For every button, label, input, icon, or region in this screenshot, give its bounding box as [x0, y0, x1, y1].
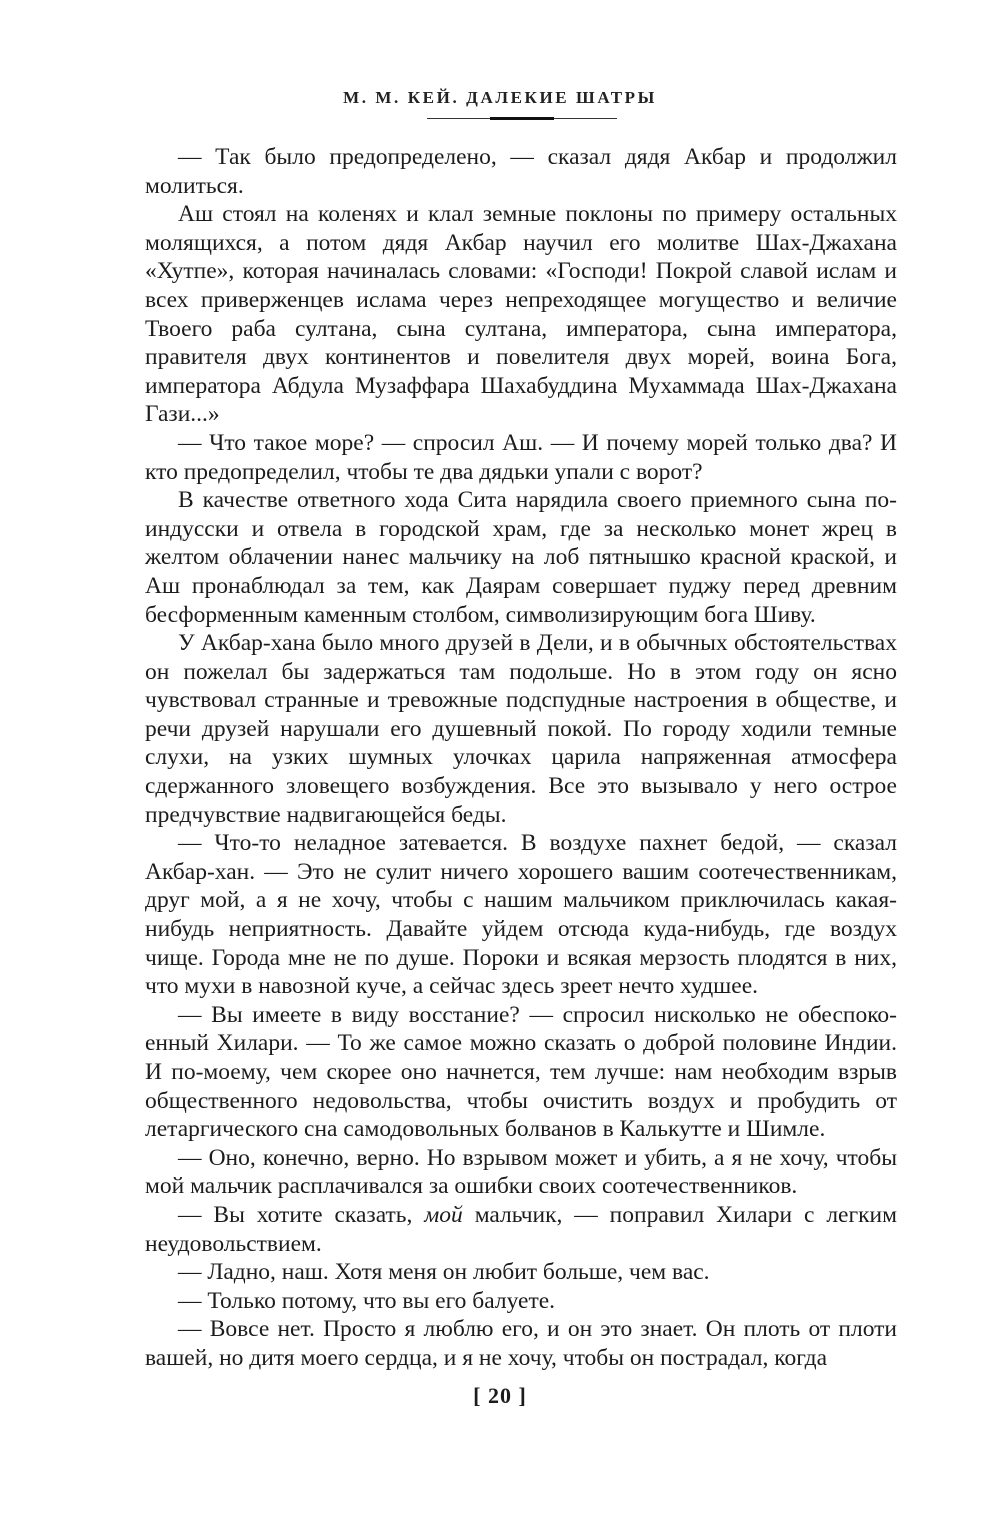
- header-divider-accent: [490, 117, 554, 120]
- paragraph: — Вы имеете в виду восстание? — спросил нисколько не обеспокоенный Хилари. — То же самое можно сказать о доброй половине Индии. И по-моему, чем скорее оно начнется, тем лучше: нам необходим взрыв общественного недовольства, чтобы очистить воздух и пробудить от летаргического сна самодовольных болванов в Калькутте и Шимле.: [145, 1001, 897, 1143]
- paragraph: — Ладно, наш. Хотя меня он любит больше, чем вас.: [178, 1259, 710, 1286]
- paragraph-text: — Вы хотите сказать,: [178, 1201, 425, 1228]
- paragraph: — Что такое море? — спросил Аш. — И почему морей только два? И кто предопределил, чтобы те два дядьки упали с ворот?: [145, 429, 897, 485]
- paragraph: — Оно, конечно, верно. Но взрывом может и убить, а я не хочу, чтобы мой мальчик расплачивался за ошибки своих соотечественников.: [145, 1144, 897, 1200]
- paragraph: В качестве ответного хода Сита нарядила своего приемного сына по-индусски и отвела в городской храм, где за несколько монет жрец в желтом облачении нанес мальчику на лоб пятнышко красной краской, и Аш пронаблюдал за тем, как Даярам совершает пуджу перед древним бесформенным каменным столбом, символизирующим бога Шиву.: [145, 487, 897, 628]
- paragraph: — Так было предопределено, — сказал дядя Акбар и продолжил молиться.: [145, 144, 897, 199]
- paragraph: У Акбар-хана было много друзей в Дели, и в обычных обстоятельствах он пожелал бы задержаться там подольше. Но в этом году он ясно чувствовал странные и тревожные подспудные настроения в обществе, и речи друзей нарушали его душевный покой. По городу ходили темные слухи, на узких шумных улочках царила напряженная атмосфера сдержанного зловещего возбуждения. Все это вызывало у него острое предчувствие надвигающейся беды.: [145, 630, 897, 828]
- paragraph: — Вовсе нет. Просто я люблю его, и он это знает. Он плоть от плоти вашей, но дитя моего сердца, и я не хочу, чтобы он пострадал, когда: [145, 1316, 897, 1371]
- emphasized-word: мой: [424, 1201, 463, 1228]
- paragraph: Аш стоял на коленях и клал земные поклоны по примеру остальных молящихся, а потом дядя Акбар научил его молитве Шах-Джахана «Хутпе», которая начиналась словами: «Господи! Покрой славой ислам и всех приверженцев ислама через непреходящее могущество и величие Твоего раба султана, сына султана, императора, сына императора, правителя двух континентов и повелителя двух морей, воина Бога, императора Абдула Музаффара Шахабуддина Мухаммада Шах-Джахана Гази...»: [145, 201, 897, 428]
- paragraph-text: мальчик, — поправил Хилари с легким неудовольствием.: [145, 1201, 897, 1257]
- book-text-body: [145, 143, 897, 1373]
- paragraph: [145, 1201, 897, 1258]
- running-header: М. М. КЕЙ. ДАЛЕКИЕ ШАТРЫ: [343, 88, 657, 107]
- page-number: [ 20 ]: [473, 1383, 527, 1408]
- paragraph: — Только потому, что вы его балуете.: [178, 1287, 556, 1314]
- paragraph: — Что-то неладное затевается. В воздухе пахнет бедой, — сказал Акбар-хан. — Это не сулит ничего хорошего вашим соотечественникам, друг мой, а я не хочу, чтобы с нашим мальчиком приключилась какая-нибудь неприятность. Давайте уйдем отсюда куда-нибудь, где воздух чище. Города мне не по душе. Пороки и всякая мерзость плодятся в них, что мухи в навозной куче, а сейчас здесь зреет нечто худшее.: [145, 830, 897, 1000]
